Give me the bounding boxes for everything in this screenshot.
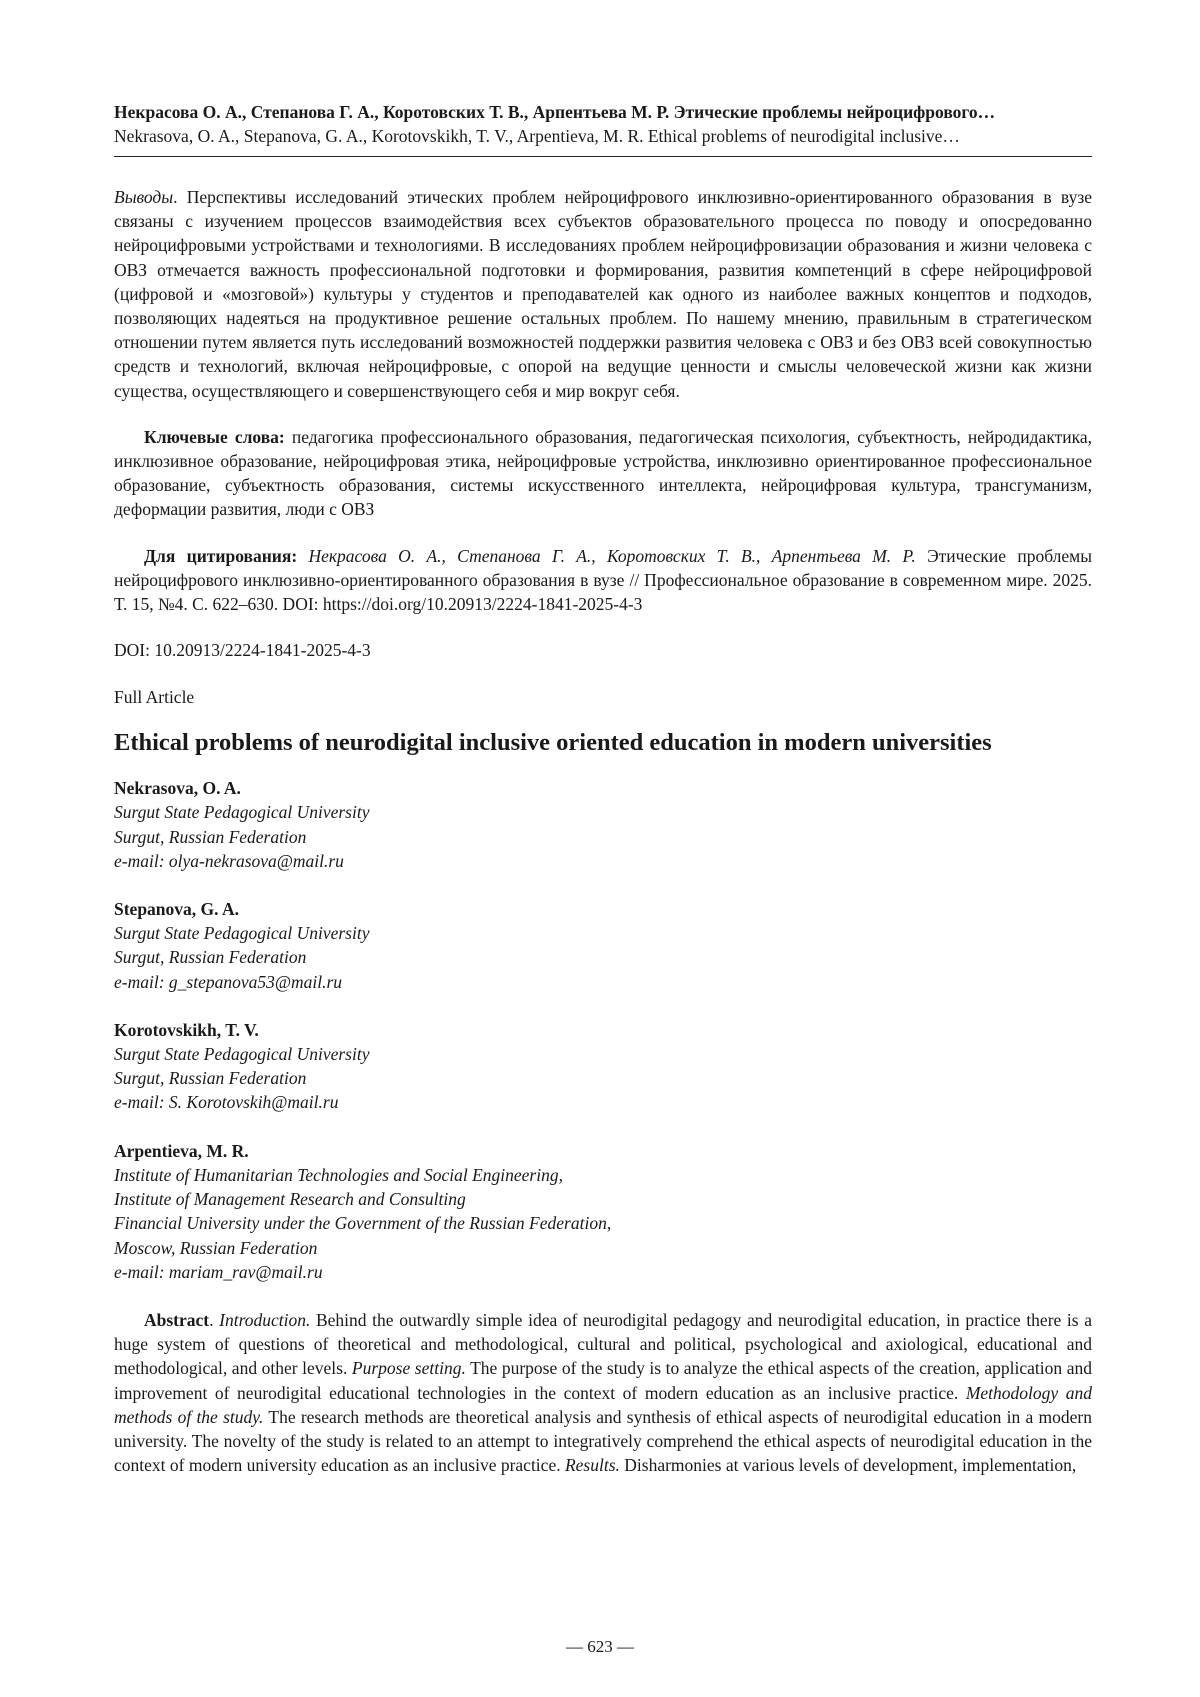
citation-authors: Некрасова О. А., Степанова Г. А., Коротовских Т. В., Арпентьева М. Р. [297,545,916,566]
running-header-ru: Некрасова О. А., Степанова Г. А., Коротовских Т. В., Арпентьева М. Р. Этические проблемы нейроцифрового… [114,102,996,122]
author-location: Moscow, Russian Federation [114,1237,318,1258]
author-affiliation: Institute of Humanitarian Technologies and Social Engineering, [114,1164,563,1185]
author-location: Surgut, Russian Federation [114,1068,307,1089]
abstract-results-label: Results. [564,1455,620,1476]
citation-text: Этические проблемы нейроцифрового инклюзивно-ориентированного образования в вузе // Профессиональное образование в современном мире. 2025. Т. 15, №4. С. 622–630. DOI: https://doi.org/10.20913/2224-1841-2025-4-3 [114,545,1092,615]
abstract-intro-text: Behind the outwardly simple idea of neurodigital pedagogy and neurodigital education, in practice there is a huge system of questions of theoretical and methodological, cultural and political, psychological and axiological, educational and methodological, and other levels. [114,1309,1093,1379]
author-name: Arpentieva, M. R. [114,1140,249,1161]
article-title: Ethical problems of neurodigital inclusive oriented education in modern universities [114,729,992,757]
header-rule [114,156,1092,157]
author-affiliation: Financial University under the Government of the Russian Federation, [114,1213,612,1234]
author-block [114,1018,1092,1115]
conclusions-lead: Выводы [114,187,174,207]
conclusions-paragraph [114,185,1092,403]
author-affiliation: Surgut State Pedagogical University [114,923,370,944]
abstract-sep: . [209,1309,220,1330]
author-location: Surgut, Russian Federation [114,947,307,968]
author-affiliation: Surgut State Pedagogical University [114,1044,370,1065]
author-email: e-mail: g_stepanova53@mail.ru [114,971,343,992]
author-affiliation: Institute of Management Research and Consulting [114,1189,466,1210]
author-name: Korotovskikh, T. V. [114,1019,259,1040]
citation-paragraph [114,544,1092,617]
abstract-methods-text: The research methods are theoretical analysis and synthesis of ethical aspects of neurodigital education in a modern university. The novelty of the study is related to an attempt to integratively comprehend the ethical aspects of neurodigital education in the context of modern university education as an inclusive practice. [114,1406,1092,1476]
keywords-label: Ключевые слова: [144,426,285,447]
author-email: e-mail: mariam_rav@mail.ru [114,1261,323,1282]
author-location: Surgut, Russian Federation [114,826,307,847]
page-number: — 623 — [566,1637,634,1656]
author-email: e-mail: S. Korotovskih@mail.ru [114,1092,339,1113]
abstract-methods-label: Methodology and methods of the study. [114,1382,1092,1427]
author-email: e-mail: olya-nekrasova@mail.ru [114,850,344,871]
keywords-paragraph [114,425,1092,522]
citation-label: Для цитирования: [144,545,298,566]
author-block [114,897,1092,994]
author-name: Stepanova, G. A. [114,899,239,920]
page-body [114,100,1092,1477]
doi-line: DOI: 10.20913/2224-1841-2025-4-3 [114,640,371,661]
conclusions-text: . Перспективы исследований этических проблем нейроцифрового инклюзивно-ориентированного образования в вузе связаны с изучением процессов взаимодействия всех субъектов образовательного процесса по поводу и опосредованно нейроцифровыми устройствами и технологиями. В исследованиях проблем нейроцифровизации образования и жизни человека с ОВЗ отмечается важность профессиональной подготовки и формирования, развития компетенций в сфере нейроцифровой (цифровой и «мозговой») культуры у студентов и преподавателей как одного из наиболее важных концептов и подходов, позволяющих надеяться на продуктивное решение остальных проблем. По нашему мнению, правильным в стратегическом отношении путем является путь исследований возможностей поддержки развития человека с ОВЗ и без ОВЗ всей совокупностью средств и технологий, включая нейроцифровые, с опорой на ведущие ценности и смыслы человеческой жизни как жизни существа, осуществляющего и совершенствующего себя и мир вокруг себя. [114,187,1092,401]
abstract-purpose-text: The purpose of the study is to analyze the ethical aspects of the creation, application and improvement of neurodigital educational technologies in the context of modern education as an inclusive practice. [114,1358,1092,1403]
running-header-en: Nekrasova, O. A., Stepanova, G. A., Korotovskikh, T. V., Arpentieva, M. R. Ethical problems of neurodigital inclusive… [114,126,960,146]
abstract-intro-label: Introduction. [219,1309,311,1330]
abstract-paragraph [114,1308,1092,1477]
author-block [114,1139,1092,1284]
author-affiliation: Surgut State Pedagogical University [114,802,370,823]
author-block [114,776,1092,873]
author-name: Nekrasova, O. A. [114,778,241,799]
abstract-purpose-label: Purpose setting. [351,1358,466,1379]
article-type: Full Article [114,687,195,708]
keywords-text: педагогика профессионального образования, педагогическая психология, субъектность, нейродидактика, инклюзивное образование, нейроцифровая этика, нейроцифровые устройства, инклюзивно ориентированное профессиональное образование, субъектность образования, системы искусственного интеллекта, нейроцифровая культура, трансгуманизм, деформации развития, люди с ОВЗ [114,426,1092,520]
abstract-label: Abstract [144,1309,210,1330]
abstract-results-text: Disharmonies at various levels of development, implementation, [619,1455,1077,1476]
running-header [114,100,1092,157]
